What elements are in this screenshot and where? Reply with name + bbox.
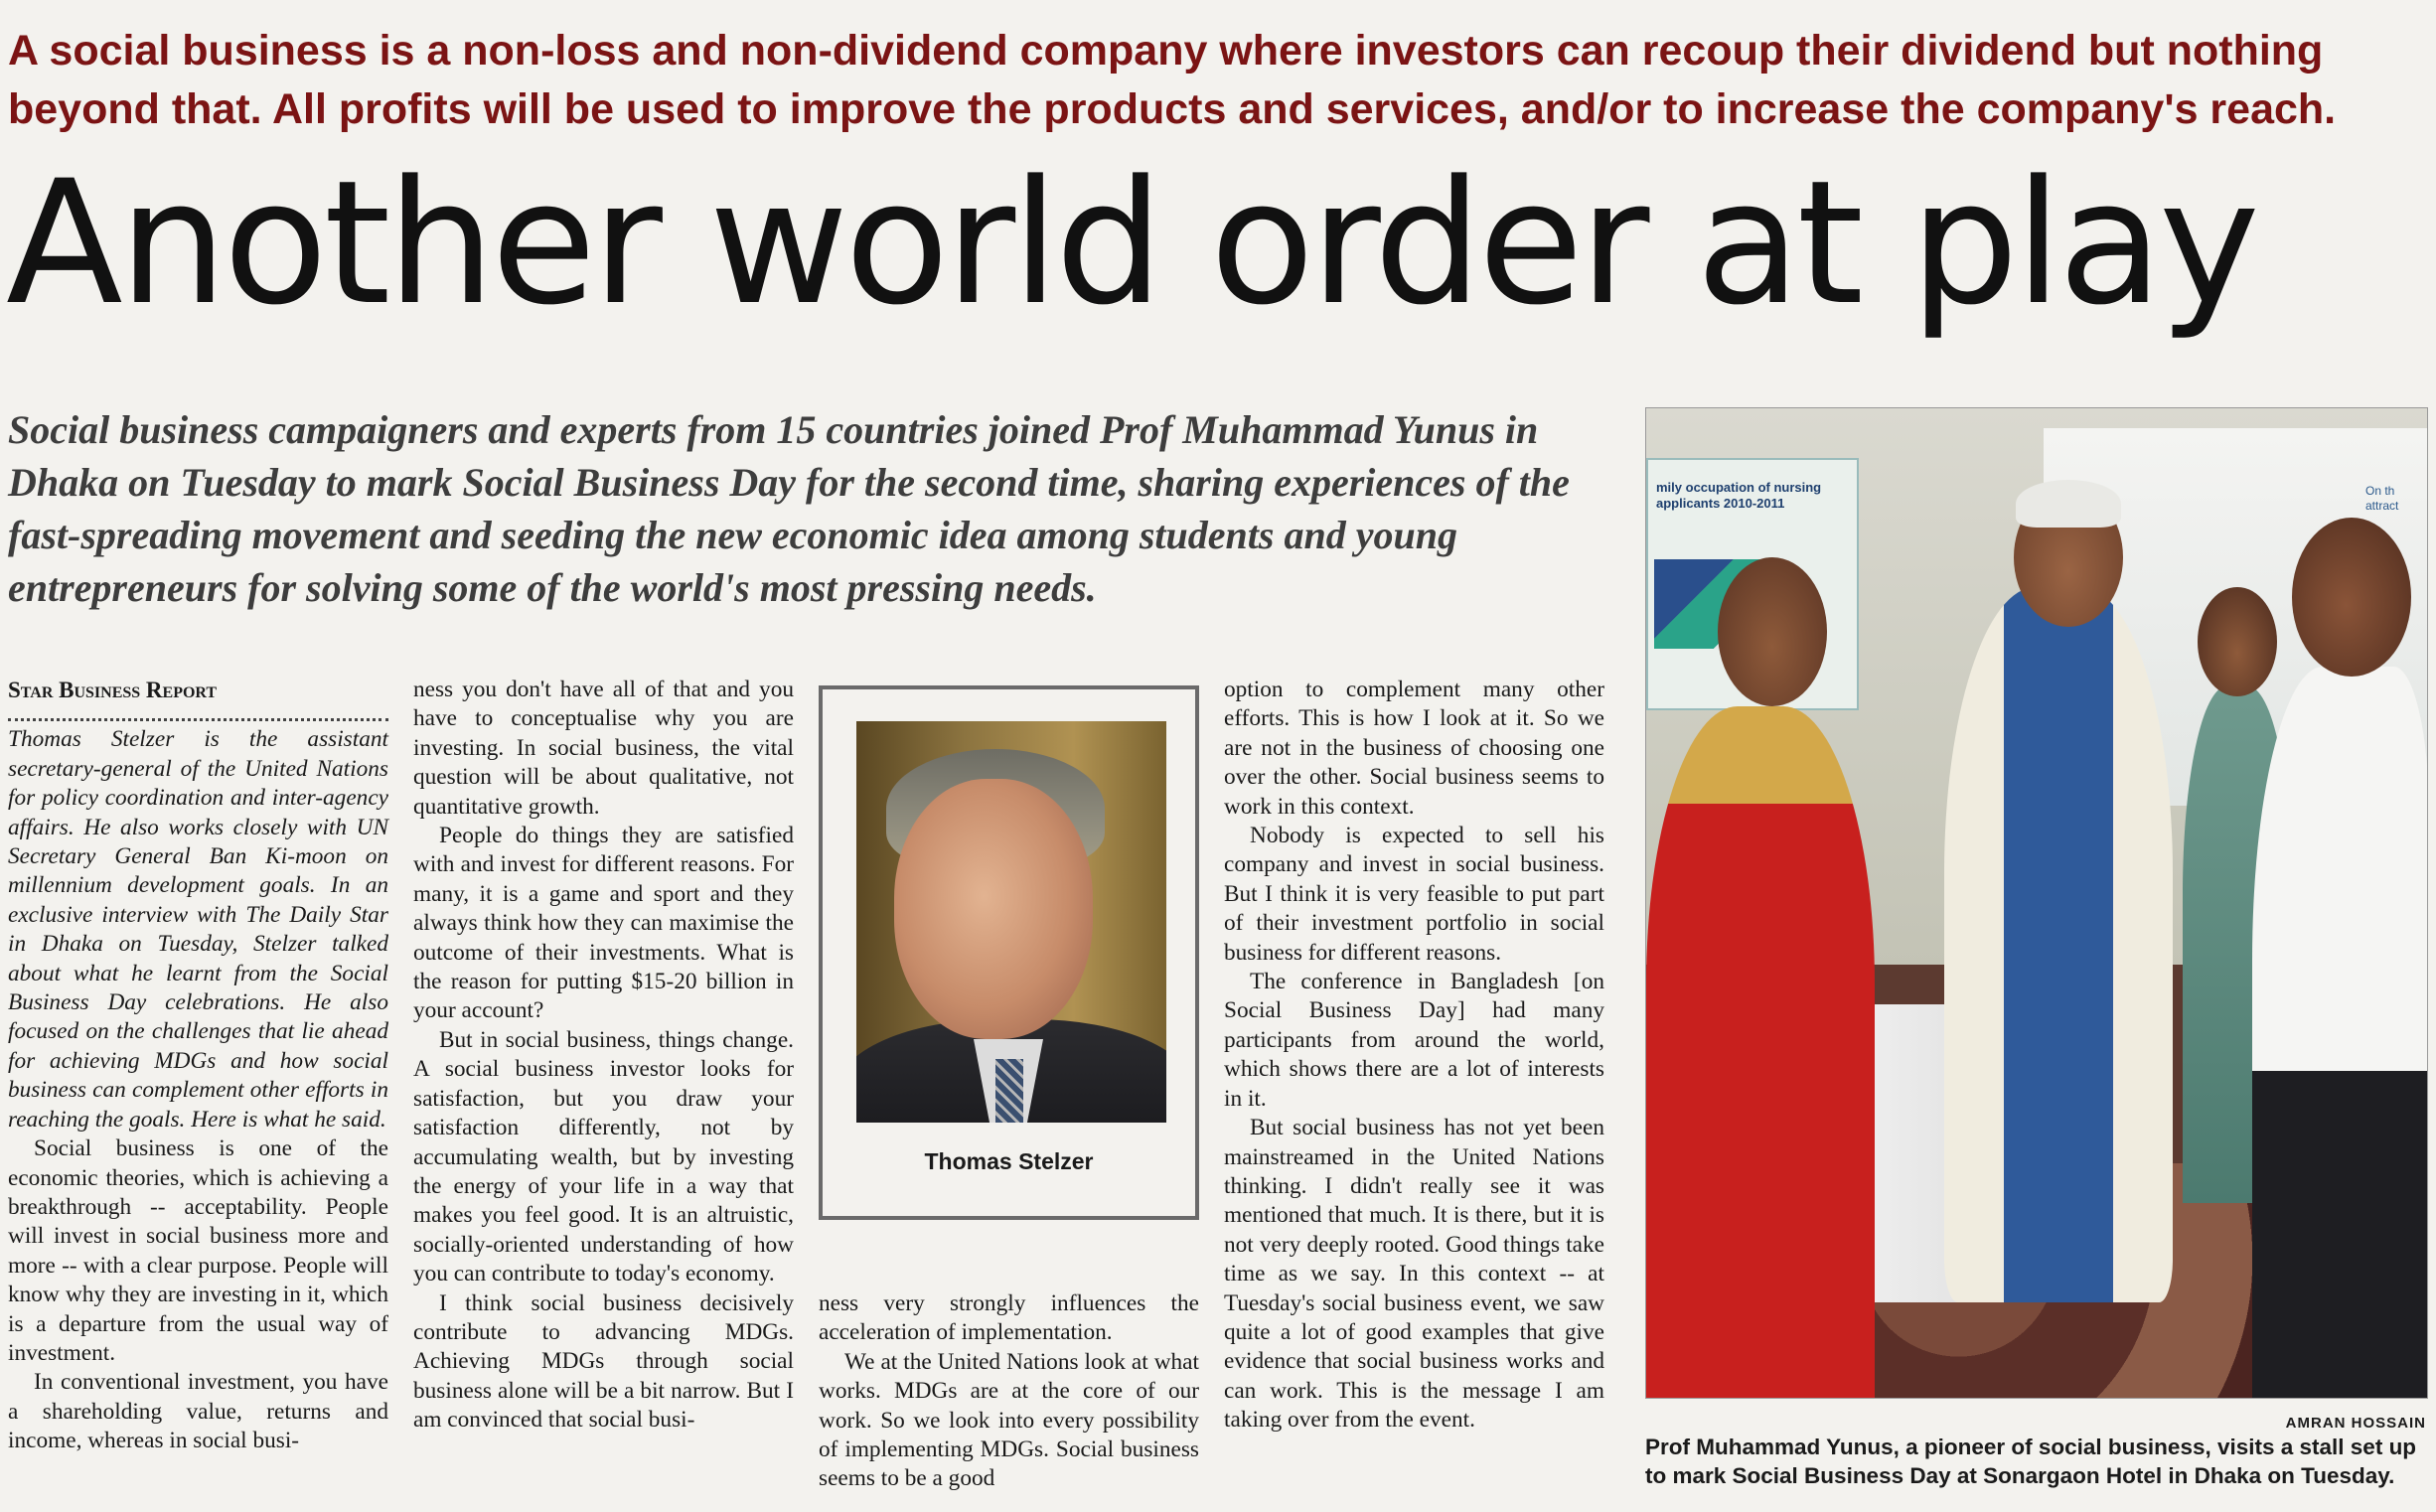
poster-title: mily occupation of nursing applicants 2010-2011 <box>1656 480 1822 511</box>
paragraph: ness very strongly influences the acceleration of implementation. <box>819 1290 1199 1346</box>
photo-person-yunus-hair <box>2016 480 2121 528</box>
portrait-box <box>819 685 1199 1220</box>
paragraph: But social business has not yet been mainstreamed in the United Nations thinking. I didn't really see it was mentioned that much. It is there, but it is not very deeply rooted. Good things take time as we say. In this context -- at Tuesday's social business event, we saw quite a lot of good examples that give evidence that social business works and can work. This is the message I am taking over from the event. <box>1224 1115 1604 1434</box>
portrait-tie <box>995 1059 1023 1123</box>
photo-credit: AMRAN HOSSAIN <box>2285 1415 2426 1432</box>
paragraph: I think social business decisively contribute to advancing MDGs. Achieving MDGs through social business alone will be a bit narrow. But I am convinced that social busi- <box>413 1289 794 1434</box>
article-column-2 <box>413 676 794 1436</box>
photo-person-woman-sari <box>1646 706 1875 1399</box>
standfirst: Thomas Stelzer is the assistant secretary-general of the United Nations for policy coordination and inter-agency affairs. He also works closely with UN Secretary General Ban Ki-moon on millennium development goals. In an exclusive interview with The Daily Star in Dhaka on Tuesday, Stelzer talked about what he learnt from the Social Business Day celebrations. He also focused on the challenges that lie ahead for achieving MDGs and how social business can complement other efforts in reaching the goals. Here is what he said. <box>8 726 388 1133</box>
pull-quote: A social business is a non-loss and non-dividend company where investors can recoup their dividend but nothing beyond that. All profits will be used to improve the products and services, and/or to increase the company's reach. <box>8 27 2337 133</box>
paragraph: We at the United Nations look at what works. MDGs are at the core of our work. So we look into every possibility of implementing MDGs. Social business seems to be a good <box>819 1348 1199 1492</box>
article-column-4 <box>1224 676 1604 1436</box>
paragraph: ness you don't have all of that and you have to conceptualise why you are investing. In social business, the vital question will be about qualitative, not quantitative growth. <box>413 677 794 820</box>
paragraph: Social business is one of the economic theories, which is achieving a breakthrough -- acceptability. People will invest in social business more and more -- with a clear purpose. People will know why they are investing in it, which is a departure from the usual way of investment. <box>8 1135 388 1366</box>
headline: Another world order at play <box>6 143 2256 343</box>
photo-person-yunus <box>1944 587 2173 1302</box>
photo-person-man-right-head <box>2292 518 2411 677</box>
portrait-face <box>894 779 1093 1039</box>
paragraph: option to complement many other efforts. This is how I look at it. So we are not in the business of choosing one over the other. Social business seems to work in this context. <box>1224 677 1604 820</box>
event-photo <box>1645 407 2428 1399</box>
byline: Star Business Report <box>8 676 388 721</box>
photo-person-man-right <box>2252 667 2428 1399</box>
intro-deck: Social business campaigners and experts from 15 countries joined Prof Muhammad Yunus in Dhaka on Tuesday to mark Social Business Day for the second time, sharing experiences of the fast-spreading movement and seeding the new economic idea among students and young entrepreneurs for solving some of the world's most pressing needs. <box>8 407 1570 610</box>
photo-caption: Prof Muhammad Yunus, a pioneer of social business, visits a stall set up to mark Social Business Day at Sonargaon Hotel in Dhaka on Tuesday. <box>1645 1435 2417 1488</box>
portrait-caption: Thomas Stelzer <box>924 1148 1094 1174</box>
article-column-3 <box>819 1289 1199 1494</box>
paragraph: The conference in Bangladesh [on Social Business Day] had many participants from around the world, which shows there are a lot of interests in it. <box>1224 969 1604 1112</box>
paragraph: Nobody is expected to sell his company and invest in social business. But I think it is very feasible to put part of their investment portfolio in social business for different reasons. <box>1224 823 1604 966</box>
photo-person-woman-head <box>1718 557 1827 706</box>
banner-text: On th attract <box>2365 484 2399 513</box>
photo-person-nurse-head <box>2198 587 2277 696</box>
paragraph: People do things they are satisfied with and invest for different reasons. For many, it is a game and sport and they always think how they can maximise the outcome of their investments. What is the reason for putting $15-20 billion in your account? <box>413 823 794 1024</box>
article-column-1 <box>8 676 388 1456</box>
portrait-photo <box>856 721 1166 1123</box>
paragraph: But in social business, things change. A social business investor looks for satisfaction, but you draw your satisfaction differently, not by accumulating wealth, but by investing the energy of your life in a way that makes you feel good. It is an altruistic, socially-oriented understanding of how you can contribute to today's economy. <box>413 1026 794 1287</box>
paragraph: In conventional investment, you have a shareholding value, returns and income, whereas in social busi- <box>8 1369 388 1454</box>
